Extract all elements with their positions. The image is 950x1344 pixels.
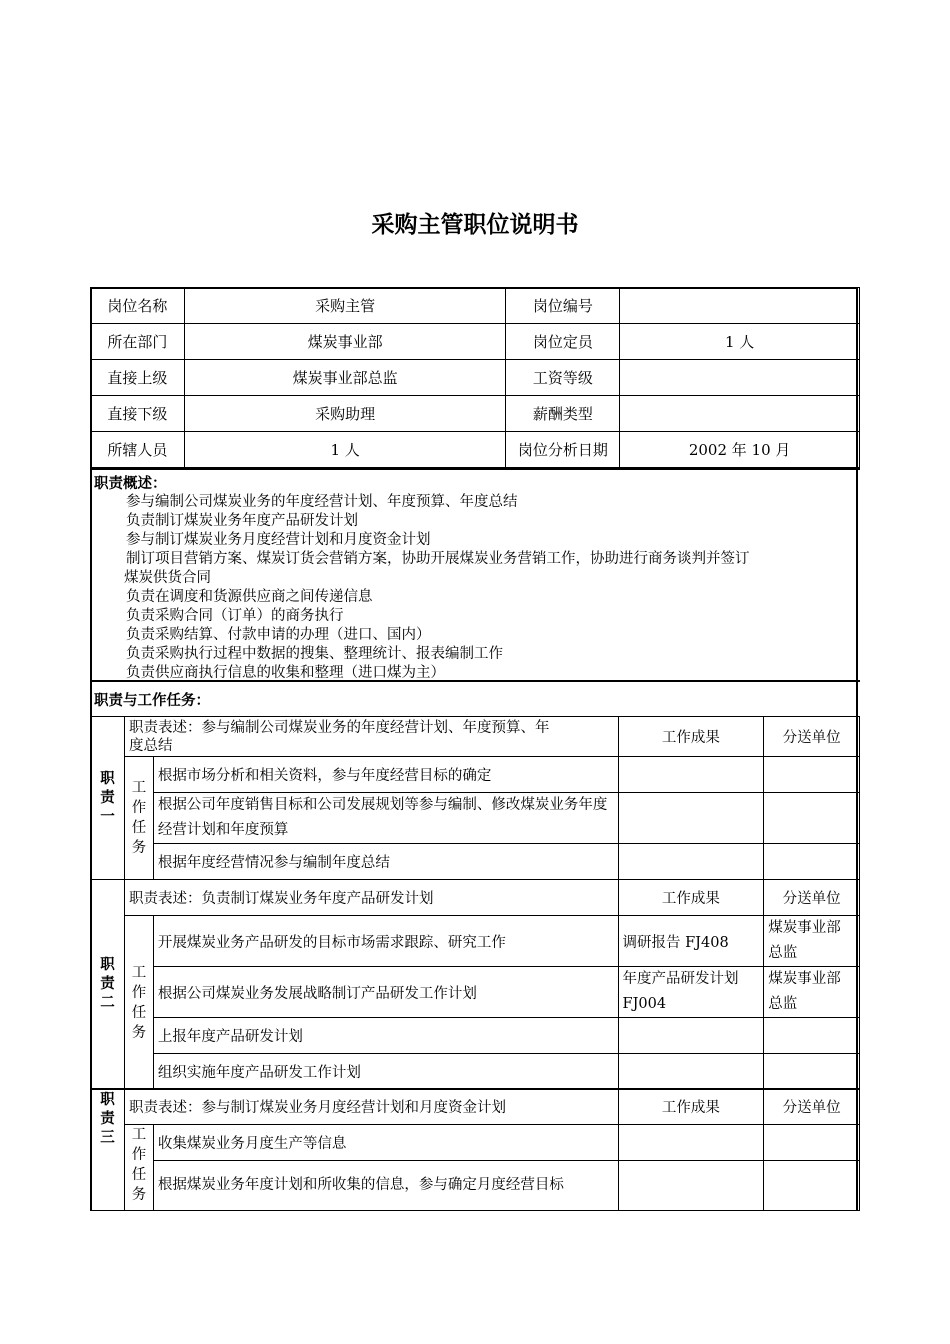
- summary-line: 负责在调度和货源供应商之间传递信息: [126, 589, 373, 605]
- label-cell: 岗位分析日期: [506, 432, 620, 468]
- table-row: [91, 1054, 860, 1090]
- value-cell: 煤炭事业部总监: [184, 360, 506, 396]
- result-header: 工作成果: [618, 717, 764, 757]
- task-result: 调研报告 FJ408: [618, 916, 764, 967]
- summary-line: 煤炭供货合同: [124, 570, 211, 586]
- label-cell: 岗位名称: [91, 288, 185, 324]
- label-cell: 薪酬类型: [506, 396, 620, 432]
- task-dest: [764, 844, 860, 880]
- task-dest: [764, 1054, 860, 1090]
- label-cell: 工资等级: [506, 360, 620, 396]
- task-result: 年度产品研发计划 FJ004: [618, 967, 764, 1018]
- table-row: [91, 432, 860, 468]
- duty-label: 职 责 二: [91, 880, 125, 1090]
- duty-label: 职 责 一: [91, 717, 125, 880]
- duty-table-2: [90, 879, 860, 1090]
- value-cell: 1 人: [620, 324, 860, 360]
- table-row: [91, 1125, 860, 1161]
- result-header: 工作成果: [618, 880, 764, 916]
- task-result: [618, 1161, 764, 1211]
- value-cell: 煤炭事业部: [184, 324, 506, 360]
- table-row: [91, 1018, 860, 1054]
- position-info-table: [90, 287, 860, 468]
- label-cell: 直接下级: [91, 396, 185, 432]
- table-row: [91, 717, 860, 757]
- table-row: [91, 396, 860, 432]
- dest-header: 分送单位: [764, 1089, 860, 1125]
- task-dest: 煤炭事业部总监: [764, 916, 860, 967]
- value-cell: [620, 360, 860, 396]
- label-cell: 直接上级: [91, 360, 185, 396]
- task-dest: [764, 1018, 860, 1054]
- summary-line: 参与制订煤炭业务月度经营计划和月度资金计划: [126, 532, 431, 548]
- duty-statement: 职责表述：参与制订煤炭业务月度经营计划和月度资金计划: [124, 1089, 618, 1125]
- value-cell: 采购助理: [184, 396, 506, 432]
- task-dest: 煤炭事业部总监: [764, 967, 860, 1018]
- task-text: 组织实施年度产品研发工作计划: [153, 1054, 618, 1090]
- table-row: [91, 793, 860, 844]
- label-cell: 岗位编号: [506, 288, 620, 324]
- summary-heading: 职责概述：: [94, 476, 167, 492]
- table-row: [91, 880, 860, 916]
- summary-line: 负责供应商执行信息的收集和整理（进口煤为主）: [126, 665, 445, 681]
- task-text: 根据公司年度销售目标和公司发展规划等参与编制、修改煤炭业务年度经营计划和年度预算: [153, 793, 618, 844]
- duty-statement: 职责表述：参与编制公司煤炭业务的年度经营计划、年度预算、年 度总结: [124, 717, 618, 757]
- value-cell: [620, 396, 860, 432]
- summary-line: 负责采购合同（订单）的商务执行: [126, 608, 344, 624]
- task-dest: [764, 757, 860, 793]
- dest-header: 分送单位: [764, 717, 860, 757]
- task-text: 收集煤炭业务月度生产等信息: [153, 1125, 618, 1161]
- table-row: [91, 288, 860, 324]
- duty-summary-section: [90, 468, 860, 682]
- duty-table-3: [90, 1088, 860, 1211]
- value-cell: 2002 年 10 月: [620, 432, 860, 468]
- dest-header: 分送单位: [764, 880, 860, 916]
- table-row: [91, 757, 860, 793]
- duty-statement: 职责表述：负责制订煤炭业务年度产品研发计划: [124, 880, 618, 916]
- task-text: 根据公司煤炭业务发展战略制订产品研发工作计划: [153, 967, 618, 1018]
- duty-table-1: [90, 716, 860, 880]
- task-dest: [764, 793, 860, 844]
- task-text: 根据市场分析和相关资料，参与年度经营目标的确定: [153, 757, 618, 793]
- value-cell: 1 人: [184, 432, 506, 468]
- table-row: [91, 844, 860, 880]
- task-result: [618, 1054, 764, 1090]
- task-text: 根据煤炭业务年度计划和所收集的信息，参与确定月度经营目标: [153, 1161, 618, 1211]
- task-dest: [764, 1161, 860, 1211]
- summary-line: 负责采购结算、付款申请的办理（进口、国内）: [126, 627, 431, 643]
- value-cell: 采购主管: [184, 288, 506, 324]
- task-label: 工 作 任 务: [124, 916, 153, 1090]
- task-result: [618, 844, 764, 880]
- value-cell: [620, 288, 860, 324]
- table-row: [91, 324, 860, 360]
- summary-line: 参与编制公司煤炭业务的年度经营计划、年度预算、年度总结: [126, 494, 518, 510]
- task-result: [618, 1125, 764, 1161]
- label-cell: 所在部门: [91, 324, 185, 360]
- task-label: 工 作 任 务: [124, 1125, 153, 1211]
- table-row: [91, 1089, 860, 1125]
- summary-line: 负责采购执行过程中数据的搜集、整理统计、报表编制工作: [126, 646, 503, 662]
- task-text: 上报年度产品研发计划: [153, 1018, 618, 1054]
- table-row: [91, 1161, 860, 1211]
- task-text: 开展煤炭业务产品研发的目标市场需求跟踪、研究工作: [153, 916, 618, 967]
- task-result: [618, 757, 764, 793]
- summary-line: 制订项目营销方案、煤炭订货会营销方案，协助开展煤炭业务营销工作，协助进行商务谈判并签订: [126, 551, 750, 567]
- task-dest: [764, 1125, 860, 1161]
- summary-line: 负责制订煤炭业务年度产品研发计划: [126, 513, 358, 529]
- label-cell: 岗位定员: [506, 324, 620, 360]
- task-label: 工 作 任 务: [124, 757, 153, 880]
- table-row: [91, 967, 860, 1018]
- task-result: [618, 793, 764, 844]
- task-text: 根据年度经营情况参与编制年度总结: [153, 844, 618, 880]
- label-cell: 所辖人员: [91, 432, 185, 468]
- table-row: [91, 360, 860, 396]
- duty-label: 职 责 三: [91, 1089, 125, 1211]
- task-result: [618, 1018, 764, 1054]
- page-title: 采购主管职位说明书: [371, 212, 579, 238]
- table-row: [91, 916, 860, 967]
- result-header: 工作成果: [618, 1089, 764, 1125]
- tasks-heading: 职责与工作任务：: [94, 693, 210, 709]
